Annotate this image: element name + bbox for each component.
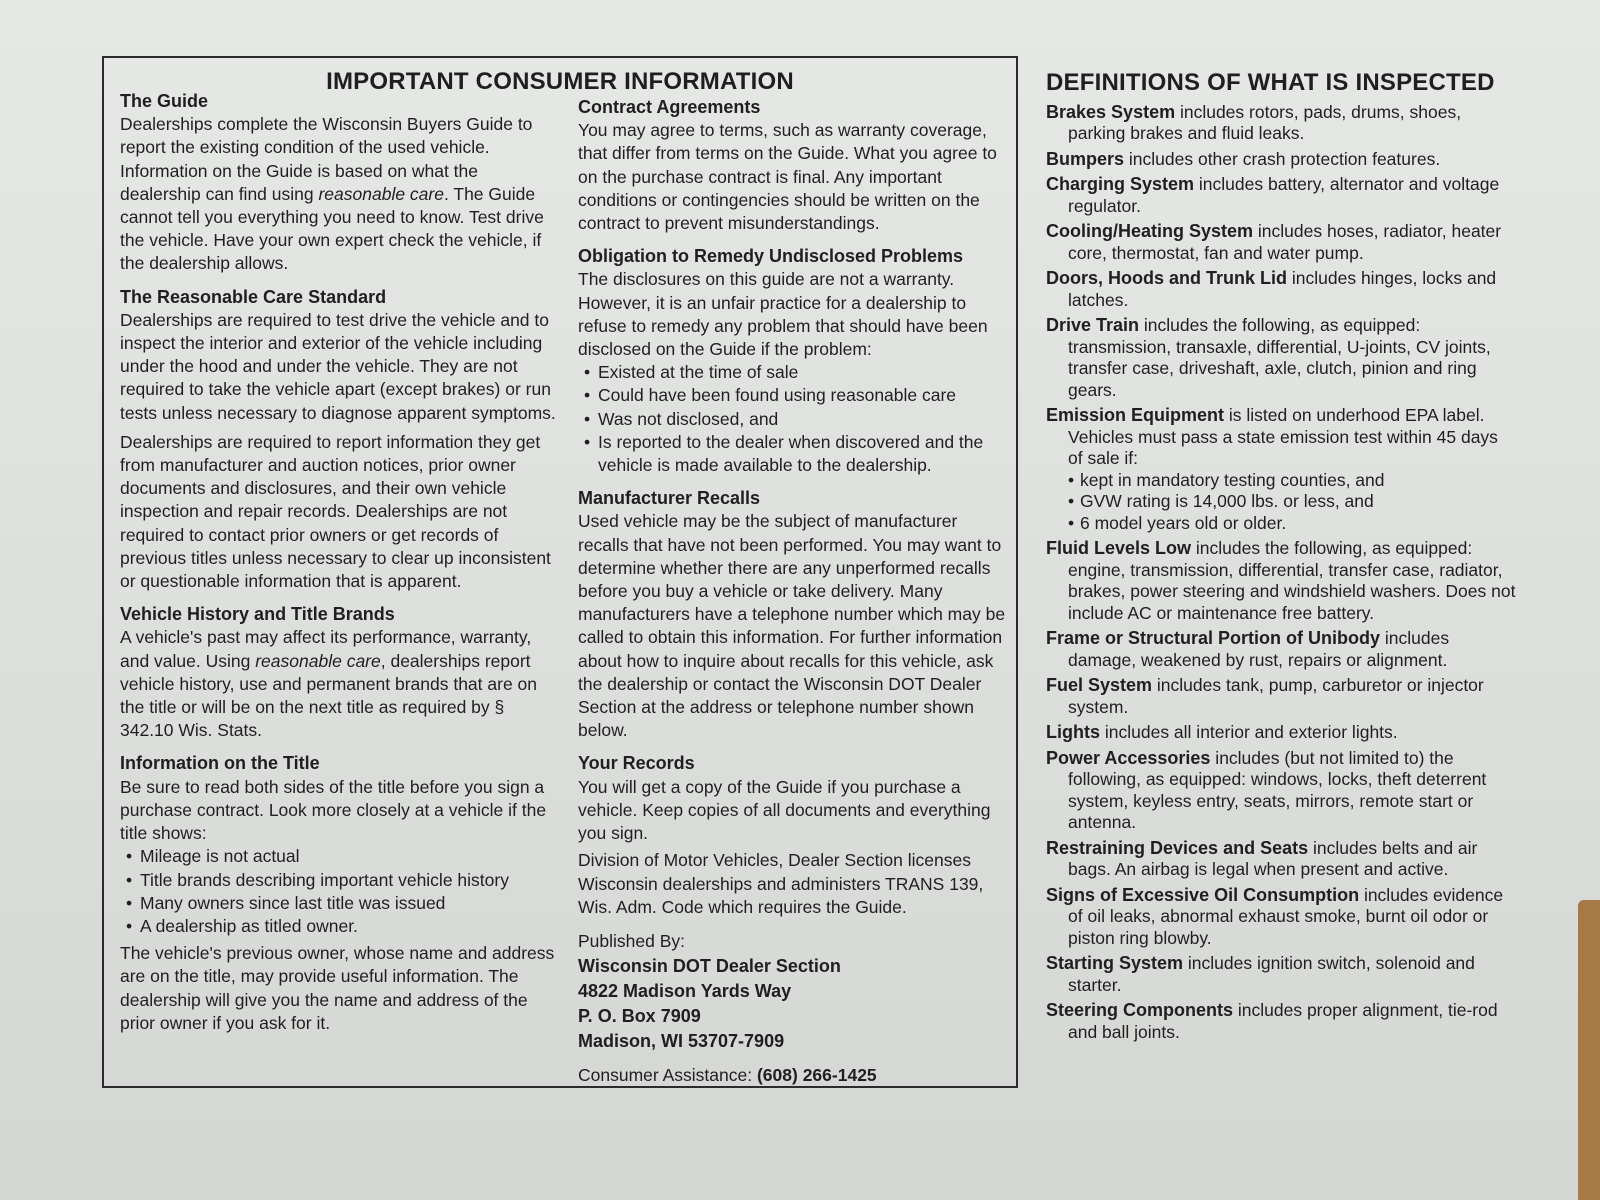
definitions-list [1046, 102, 1516, 1044]
list-item: • Mileage is not actual [120, 845, 560, 868]
definition-text: includes evidence of oil leaks, abnormal exhaust smoke, burnt oil odor or piston ring blowby. [1068, 884, 1504, 948]
definition-text: includes ignition switch, solenoid and starter. [1068, 953, 1475, 995]
list-item: • Existed at the time of sale [578, 361, 1012, 384]
consumer-info-box [102, 56, 1018, 1088]
section-paragraph: The disclosures on this guide are not a warranty. However, it is an unfair practice for a dealership to refuse to remedy any problem that should have been disclosed on the Guide if the problem: [578, 269, 988, 360]
definition-item [1046, 838, 1516, 881]
definition-text: includes the following, as equipped: engine, transmission, differential, transfer case, radiator, brakes, power steering and windshield washers. Does not include AC or maintenance free battery. [1068, 538, 1516, 623]
definition-item [1046, 315, 1516, 401]
section-paragraph: Dealerships are required to test drive the vehicle and to inspect the interior and exterior of the vehicle including under the hood and under the vehicle. They are not required to take the vehicle apart (except brakes) or run tests unless necessary to diagnose apparent symptoms. [120, 309, 556, 423]
definition-term: Drive Train [1046, 315, 1140, 335]
section-paragraph: You will get a copy of the Guide if you purchase a vehicle. Keep copies of all documents and everything you sign. [578, 776, 991, 844]
section-heading: Vehicle History and Title Brands [120, 604, 395, 625]
publisher-block [578, 929, 1012, 1087]
list-item: • Could have been found using reasonable care [578, 384, 1012, 407]
definition-text: is listed on underhood EPA label. Vehicles must pass a state emission test within 45 days of sale if: [1068, 405, 1498, 468]
definition-term: Steering Components [1046, 1000, 1234, 1020]
list-item: • Title brands describing important vehicle history [120, 869, 560, 892]
section-heading: The Guide [120, 91, 209, 111]
definition-text: includes hoses, radiator, heater core, thermostat, fan and water pump. [1068, 221, 1502, 263]
consumer-assistance [578, 1064, 1012, 1087]
definition-text: includes (but not limited to) the following, as equipped: windows, locks, theft deterrent system, keyless entry, seats, mirrors, remote start or antenna. [1068, 747, 1487, 832]
definition-item [1046, 748, 1516, 834]
list-item: • kept in mandatory testing counties, and [1068, 470, 1516, 492]
definition-item [1046, 405, 1516, 534]
section-title-info [120, 752, 560, 1034]
bullet-list [1068, 470, 1516, 535]
publisher-po-box: P. O. Box 7909 [578, 1005, 701, 1026]
definition-item [1046, 628, 1516, 671]
definition-term: Cooling/Heating System [1046, 221, 1254, 241]
section-undisclosed-problems [578, 245, 1012, 477]
list-item: • Was not disclosed, and [578, 408, 1012, 431]
list-item: • GVW rating is 14,000 lbs. or less, and [1068, 491, 1516, 513]
definition-text: includes other crash protection features. [1124, 148, 1441, 169]
definition-term: Doors, Hoods and Trunk Lid [1046, 268, 1288, 288]
section-heading: Your Records [578, 753, 695, 774]
middle-column [578, 96, 1012, 1087]
definition-text: includes proper alignment, tie-rod and ball joints. [1068, 1000, 1498, 1042]
assist-phone: (608) 266-1425 [756, 1064, 877, 1085]
bullet-list [120, 845, 560, 938]
definition-text: includes hinges, locks and latches. [1068, 268, 1497, 310]
section-paragraph: You may agree to terms, such as warranty coverage, that differ from terms on the Guide. What you agree to on the purchase contract is final. Any important conditions or contingencies should be written on the contract to prevent misunderstandings. [578, 120, 997, 234]
definition-item [1046, 149, 1516, 171]
definition-text: includes rotors, pads, drums, shoes, parking brakes and fluid leaks. [1068, 101, 1462, 143]
section-heading: Information on the Title [120, 753, 320, 774]
definition-text: includes battery, alternator and voltage regulator. [1068, 174, 1500, 216]
definition-item [1046, 221, 1516, 264]
closing-paragraph: The vehicle's previous owner, whose name and address are on the title, may provide useful information. The dealership will give you the name and address of the prior owner if you ask for it. [120, 943, 555, 1033]
section-heading: Manufacturer Recalls [578, 488, 761, 509]
definition-text: includes tank, pump, carburetor or injector system. [1068, 675, 1484, 717]
definitions-title: DEFINITIONS OF WHAT IS INSPECTED [1046, 69, 1495, 96]
section-contract-agreements [578, 96, 1012, 235]
section-reasonable-care [120, 286, 560, 594]
list-item: • Many owners since last title was issued [120, 892, 560, 915]
definition-item [1046, 953, 1516, 996]
list-item: • 6 model years old or older. [1068, 513, 1516, 535]
left-column [120, 90, 560, 1045]
definition-text: includes the following, as equipped: transmission, transaxle, differential, U-joints, CV joints, transfer case, driveshaft, axle, clutch, pinion and ring gears. [1068, 315, 1491, 400]
definition-item [1046, 675, 1516, 718]
definition-item [1046, 268, 1516, 311]
definition-term: Brakes System [1046, 101, 1176, 122]
section-heading: Contract Agreements [578, 97, 761, 117]
definition-term: Bumpers [1046, 148, 1125, 169]
definition-term: Power Accessories [1046, 747, 1211, 768]
list-item: • Is reported to the dealer when discovered and the vehicle is made available to the dealership. [578, 431, 1012, 477]
definition-item [1046, 885, 1516, 950]
section-paragraph: Division of Motor Vehicles, Dealer Section licenses Wisconsin dealerships and administers TRANS 139, Wis. Adm. Code which requires the Guide. [578, 850, 984, 917]
consumer-info-title: IMPORTANT CONSUMER INFORMATION [326, 68, 794, 95]
definition-term: Charging System [1046, 174, 1195, 194]
definition-term: Restraining Devices and Seats [1046, 837, 1309, 858]
assist-label: Consumer Assistance: [578, 1064, 753, 1085]
definition-text: includes belts and air bags. An airbag is legal when present and active. [1068, 837, 1478, 879]
publisher-label: Published By: [578, 930, 686, 951]
section-paragraph: Dealerships complete the Wisconsin Buyers Guide to report the existing condition of the used vehicle. Information on the Guide is based on what the dealership can find using reasonable care. The Guide cannot tell you everything you need to know. Test drive the vehicle. Have your own expert check the vehicle, if the dealership allows. [120, 114, 544, 274]
section-the-guide [120, 90, 560, 276]
section-heading: The Reasonable Care Standard [120, 286, 387, 307]
section-paragraph: Dealerships are required to report information they get from manufacturer and auction notices, prior owner documents and disclosures, and their own vehicle inspection and repair records. Dealerships are not required to contact prior owners or get records of previous titles unless necessary to clear up inconsistent or questionable information that is apparent. [120, 431, 551, 592]
section-paragraph: A vehicle's past may affect its performance, warranty, and value. Using reasonable care, dealerships report vehicle history, use and permanent brands that are on the title or will be on the next title as required by § 342.10 Wis. Stats. [120, 627, 538, 741]
definition-item [1046, 1000, 1516, 1043]
definition-term: Fuel System [1046, 675, 1153, 695]
bullet-list [578, 361, 1012, 477]
list-item: • A dealership as titled owner. [120, 915, 560, 938]
definition-item [1046, 538, 1516, 624]
definition-term: Starting System [1046, 953, 1184, 973]
section-paragraph: Used vehicle may be the subject of manufacturer recalls that have not been performed. You may want to determine whether there are any unperformed recalls before you buy a vehicle or take delivery. Many manufacturers have a telephone number which may be called to obtain this information. For further information about how to inquire about recalls for this vehicle, ask the dealership or contact the Wisconsin DOT Dealer Section at the address or telephone number shown below. [578, 511, 1006, 741]
section-paragraph: Be sure to read both sides of the title before you sign a purchase contract. Look more closely at a vehicle if the title shows: [120, 776, 547, 844]
paper-edge [1578, 900, 1600, 1200]
section-manufacturer-recalls [578, 487, 1012, 742]
section-heading: Obligation to Remedy Undisclosed Problems [578, 246, 964, 267]
publisher-name: Wisconsin DOT Dealer Section [578, 955, 841, 976]
definition-term: Fluid Levels Low [1046, 538, 1192, 558]
definition-term: Frame or Structural Portion of Unibody [1046, 628, 1381, 648]
definition-item [1046, 102, 1516, 145]
section-vehicle-history [120, 603, 560, 742]
section-your-records [578, 752, 1012, 918]
definition-item [1046, 722, 1516, 744]
definition-item [1046, 174, 1516, 217]
definition-text: includes damage, weakened by rust, repairs or alignment. [1068, 628, 1450, 670]
publisher-street: 4822 Madison Yards Way [578, 980, 792, 1001]
definition-text: includes all interior and exterior lights. [1100, 722, 1398, 742]
definition-term: Signs of Excessive Oil Consumption [1046, 884, 1360, 905]
publisher-city: Madison, WI 53707-7909 [578, 1030, 785, 1051]
definition-term: Lights [1046, 722, 1100, 742]
definitions-panel [1046, 69, 1516, 1047]
definition-term: Emission Equipment [1046, 405, 1225, 425]
